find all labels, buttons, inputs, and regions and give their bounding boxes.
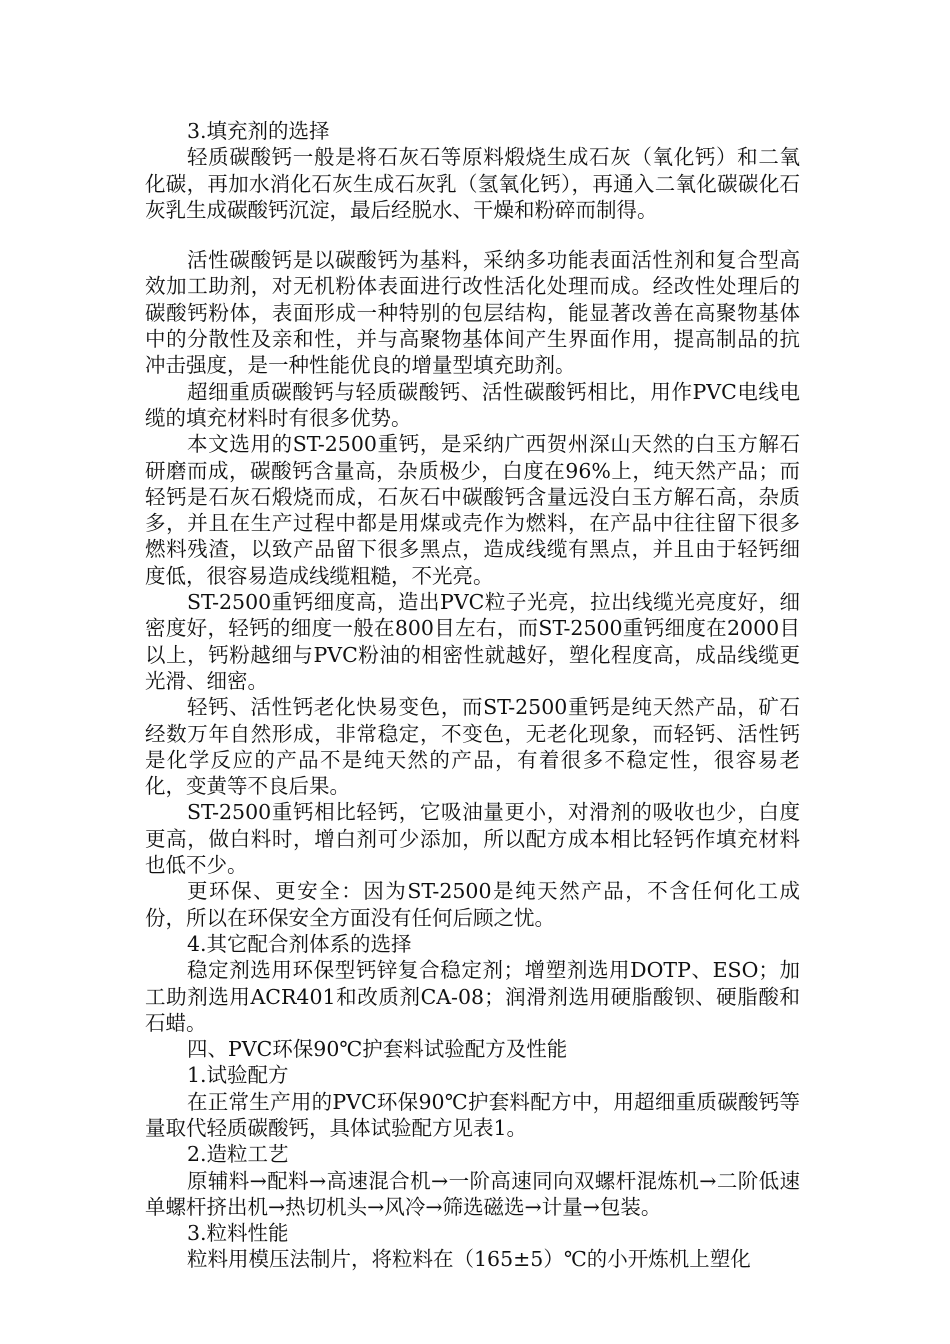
section-heading-test-formula: 1.试验配方 [187, 1063, 289, 1088]
paragraph-test-formula: 在正常生产用的PVC环保90℃护套料配方中，用超细重质碳酸钙等量取代轻质碳酸钙，具体试验配方见表1。 [145, 1089, 800, 1140]
paragraph-granulation-process: 原辅料→配料→高速混合机→一阶高速同向双螺杆混炼机→二阶低速单螺杆挤出机→热切机头→风冷→筛选磁选→计量→包装。 [145, 1168, 800, 1219]
section-heading-filler-selection: 3.填充剂的选择 [187, 119, 330, 143]
paragraph-st2500-fineness: ST-2500重钙细度高，造出PVC粒子光亮，拉出线缆光亮度好，细密度好，轻钙的细度一般在800目左右，而ST-2500重钙细度在2000目以上，钙粉越细与PVC粉油的相密性就越好，塑化程度高，成品线缆更光滑、细密。 [145, 590, 800, 693]
paragraph-oil-absorption: ST-2500重钙相比轻钙，它吸油量更小，对滑剂的吸收也少，白度更高，做白料时，增白剂可少添加，所以配方成本相比轻钙作填充材料也低不少。 [145, 800, 800, 878]
paragraph-ultrafine-advantages: 超细重质碳酸钙与轻质碳酸钙、活性碳酸钙相比，用作PVC电线电缆的填充材料时有很多优势。 [145, 379, 800, 430]
section-heading-granulation: 2.造粒工艺 [187, 1142, 289, 1167]
paragraph-active-calcium: 活性碳酸钙是以碳酸钙为基料，采纳多功能表面活性剂和复合型高效加工助剂，对无机粉体表面进行改性活化处理而成。经改性处理后的碳酸钙粉体，表面形成一种特别的包层结构，能显著改善在高聚物基体中的分散性及亲和性，并与高聚物基体间产生界面作用，提高制品的抗冲击强度，是一种性能优良的增量型填充助剂。 [145, 248, 800, 378]
document-body [145, 118, 800, 1273]
paragraph-pellet-performance: 粒料用模压法制片，将粒料在（165±5）℃的小开炼机上塑化 [187, 1247, 751, 1272]
paragraph-aging: 轻钙、活性钙老化快易变色，而ST-2500重钙是纯天然产品，矿石经数万年自然形成，非常稳定，不变色，无老化现象，而轻钙、活性钙是化学反应的产品不是纯天然的产品，有着很多不稳定性，很容易老化，变黄等不良后果。 [145, 695, 800, 799]
paragraph-st2500-origin: 本文选用的ST-2500重钙，是采纳广西贺州深山天然的白玉方解石研磨而成，碳酸钙含量高，杂质极少，白度在96%上，纯天然产品；而轻钙是石灰石煅烧而成，石灰石中碳酸钙含量远没白玉方解石高，杂质多，并且在生产过程中都是用煤或壳作为燃料，在产品中往往留下很多燃料残渣，以致产品留下很多黑点，造成线缆有黑点，并且由于轻钙细度低，很容易造成线缆粗糙，不光亮。 [145, 432, 800, 588]
section-heading-formula-performance: 四、PVC环保90℃护套料试验配方及性能 [187, 1037, 568, 1062]
section-heading-pellet-performance: 3.粒料性能 [187, 1221, 289, 1246]
paragraph-light-calcium: 轻质碳酸钙一般是将石灰石等原料煅烧生成石灰（氧化钙）和二氧化碳，再加水消化石灰生成石灰乳（氢氧化钙），再通入二氧化碳碳化石灰乳生成碳酸钙沉淀，最后经脱水、干燥和粉碎而制得。 [145, 145, 800, 222]
paragraph-environment: 更环保、更安全：因为ST-2500是纯天然产品，不含任何化工成份，所以在环保安全方面没有任何后顾之忧。 [145, 879, 800, 930]
paragraph-additives: 稳定剂选用环保型钙锌复合稳定剂；增塑剂选用DOTP、ESO；加工助剂选用ACR401和改质剂CA-08；润滑剂选用硬脂酸钡、硬脂酸和石蜡。 [145, 958, 800, 1035]
section-heading-other-additives: 4.其它配合剂体系的选择 [187, 931, 412, 956]
